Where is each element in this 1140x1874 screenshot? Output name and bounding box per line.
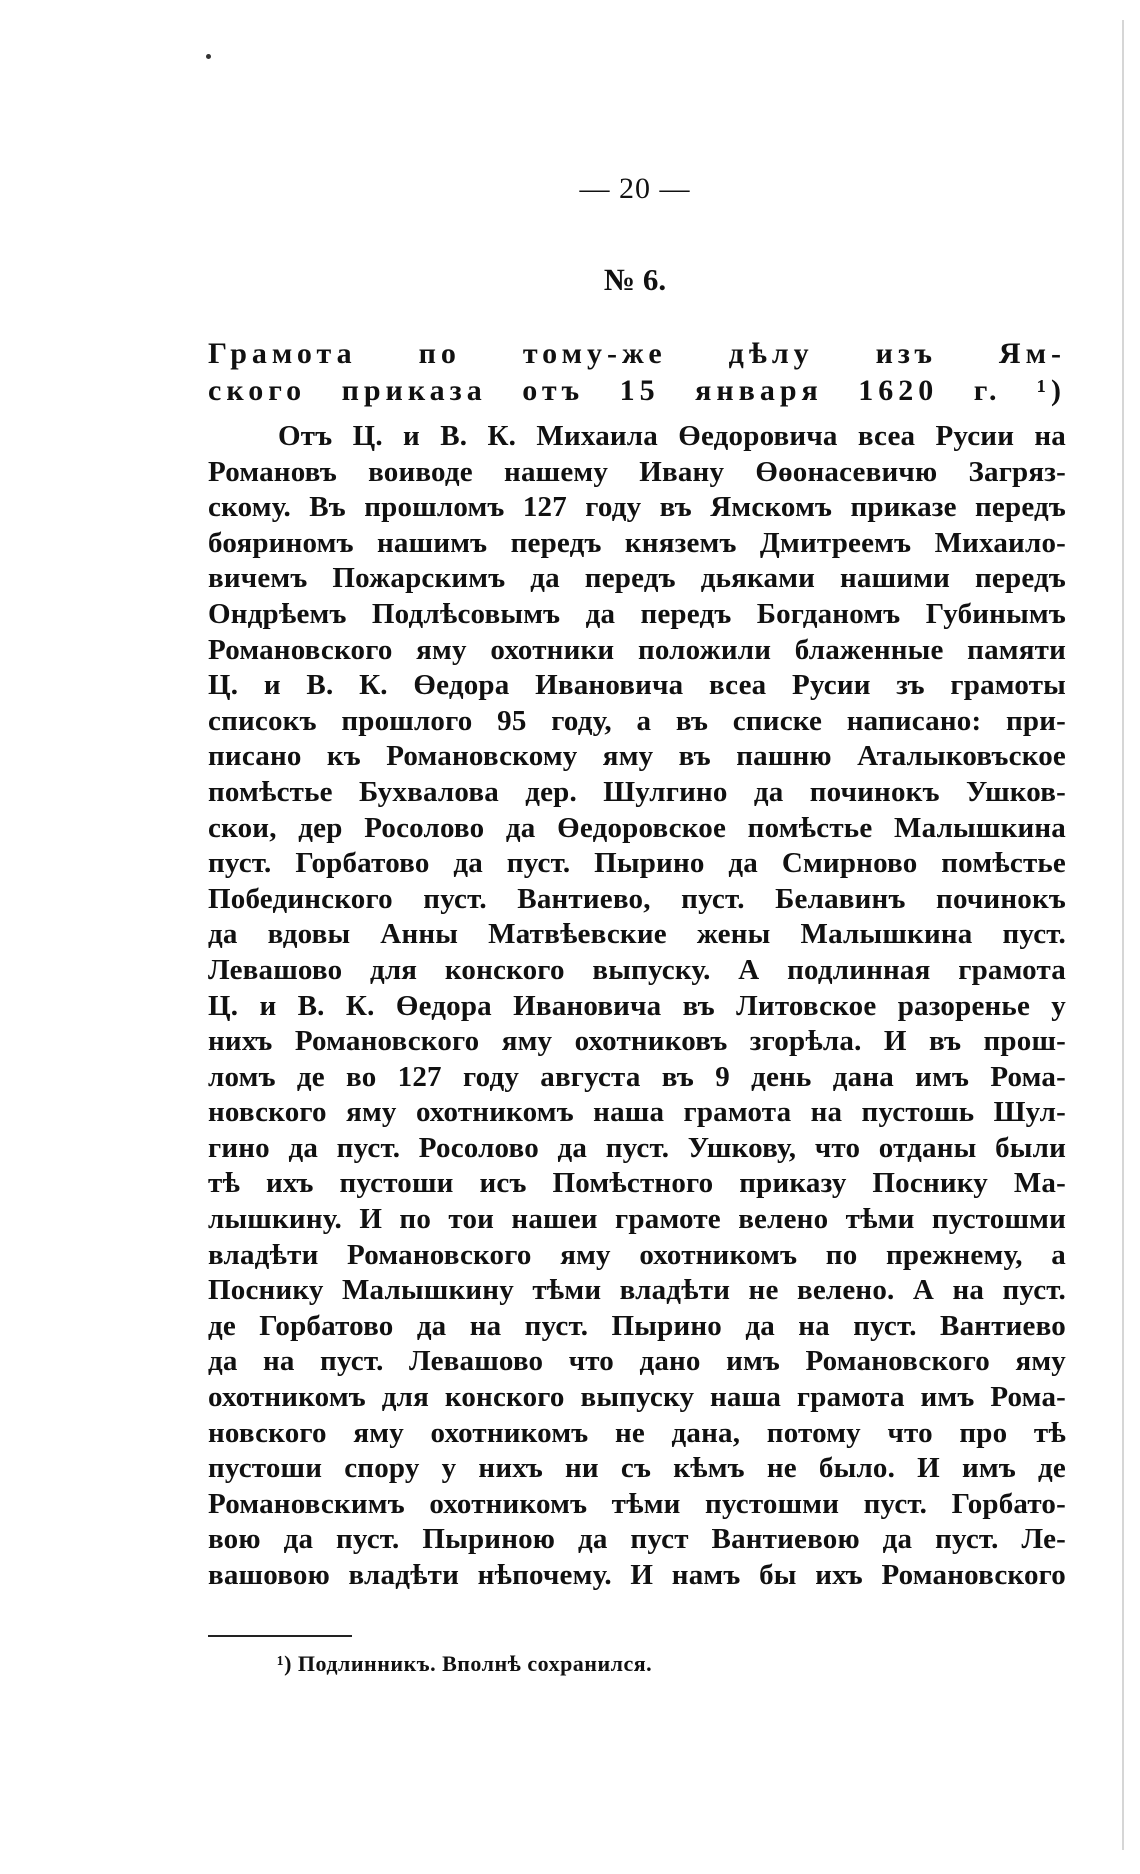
body-line: да вдовы Анны Матвѣевские жены Малышкина пуст. [208,918,1066,951]
body-line: Левашово для конского выпуску. А подлинная грамота [208,953,1066,986]
body-line: тѣ ихъ пустоши исъ Помѣстного приказу Поснику Ма- [208,1167,1066,1200]
body-line: владѣти Романовского яму охотникомъ по прежнему, а [208,1238,1066,1271]
body-line: Побединского пуст. Вантиево, пуст. Белавинъ починокъ [208,882,1066,915]
document-body [208,419,1066,1594]
body-line: новского яму охотникомъ не дана, потому что про тѣ [208,1416,1066,1449]
body-line: Ц. и В. К. Өедора Ивановича всеа Русии зъ грамоты [208,669,1066,702]
body-line: скому. Въ прошломъ 127 году въ Ямскомъ приказе передъ [208,491,1066,524]
body-line: вою да пуст. Пыриною да пуст Вантиевою да пуст. Ле- [208,1523,1066,1556]
footnote-divider [208,1635,352,1637]
body-line: писано къ Романовскому яму въ пашню Аталыковъское [208,740,1066,773]
body-line: бояриномъ нашимъ передъ княземъ Дмитреемъ Михаило- [208,526,1066,559]
body-line: де Горбатово да на пуст. Пырино да на пуст. Вантиево [208,1309,1066,1342]
body-line: лышкину. И по тои нашеи грамоте велено тѣми пустошми [208,1203,1066,1236]
body-line: пустоши спору у нихъ ни съ кѣмъ не было. И имъ де [208,1452,1066,1485]
body-line: охотникомъ для конского выпуску наша грамота имъ Рома- [208,1381,1066,1414]
body-line: Романовъ воиводе нашему Ивану Өөонасевичю Загряз- [208,455,1066,488]
body-line: вашовою владѣти нѣпочему. И намъ бы ихъ Романовского [208,1559,1066,1591]
document-number: № 6. [603,262,667,297]
body-line: ломъ де во 127 году августа въ 9 день дана имъ Рома- [208,1060,1066,1093]
scan-speck [206,54,211,59]
body-line: Романовскимъ охотникомъ тѣми пустошми пуст. Горбато- [208,1487,1066,1520]
body-line: вичемъ Пожарскимъ да передъ дьяками нашими передъ [208,562,1066,595]
body-line: помѣстье Бухвалова дер. Шулгино да починокъ Ушков- [208,775,1066,808]
body-line: гино да пуст. Росолово да пуст. Ушкову, что отданы были [208,1131,1066,1164]
body-line: списокъ прошлого 95 году, а въ списке написано: при- [208,704,1066,737]
body-line: Ц. и В. К. Өедора Ивановича въ Литовское разоренье у [208,989,1066,1022]
body-line: да на пуст. Левашово что дано имъ Романовского яму [208,1345,1066,1378]
body-line: Отъ Ц. и В. К. Михаила Өедоровича всеа Русии на [278,420,1066,452]
footnote: ¹) Подлинникъ. Вполнѣ сохранился. [277,1651,653,1676]
document-heading [208,335,1066,409]
page-number: — 20 — [579,172,691,205]
heading-line: Грамота по тому-же дѣлу изъ Ям- [208,337,1066,370]
heading-line: ского приказа отъ 15 января 1620 г. ¹) [208,374,1066,407]
body-line: нихъ Романовского яму охотниковъ згорѣла. И въ прош- [208,1025,1066,1058]
body-line: пуст. Горбатово да пуст. Пырино да Смирново помѣстье [208,847,1066,880]
body-line: Романовского яму охотники положили блаженные памяти [208,633,1066,666]
body-line: Ондрѣемъ Подлѣсовымъ да передъ Богданомъ Губинымъ [208,597,1066,630]
body-line: Поснику Малышкину тѣми владѣти не велено. А на пуст. [208,1274,1066,1307]
body-line: скои, дер Росолово да Өедоровское помѣстье Малышкина [208,811,1066,844]
body-line: новского яму охотникомъ наша грамота на пустошь Шул- [208,1096,1066,1129]
